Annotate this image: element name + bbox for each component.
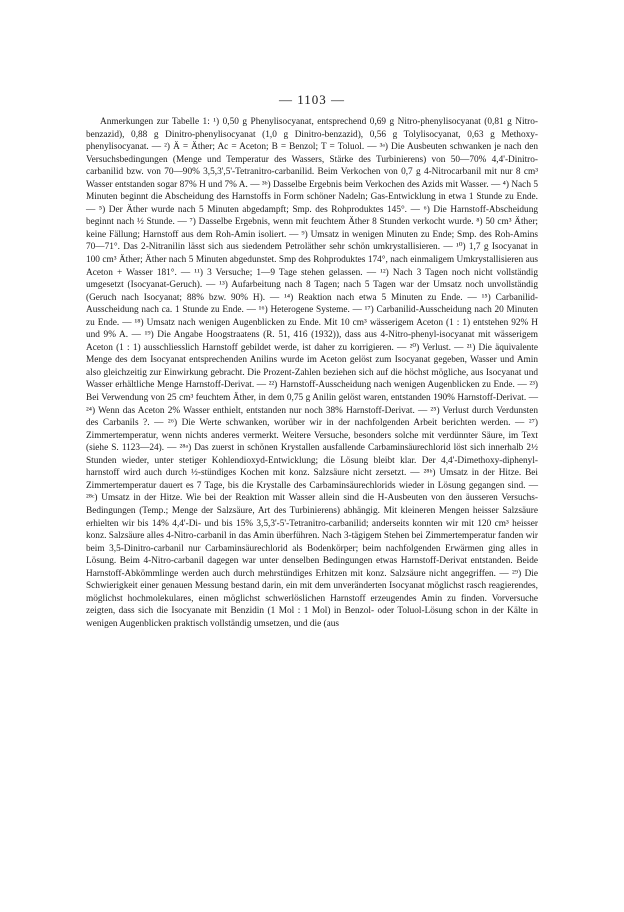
page-number: — 1103 — — [278, 92, 346, 107]
footnotes-paragraph — [86, 116, 538, 630]
table-footnotes — [86, 116, 538, 630]
footnotes-text: Anmerkungen zur Tabelle 1: ¹) 0,50 g Phenylisocyanat, entsprechend 0,69 g Nitro-phenylisocyanat (0,81 g Nitro-benzazid), 0,88 g Dinitro-phenylisocyanat (1,0 g Dinitro-benzazid), 0,56 g Tolylisocyanat, 0,63 g Methoxy-phenylisocyanat. — ²) Ä = Äther; Ac = Aceton; B = Benzol; T = Toluol. — ³ᵃ) Die Ausbeuten schwanken je nach den Versuchsbedingungen (Menge und Temperatur des Wassers, Stärke des Turbinierens) von 50—70% 4,4'-Dinitro-carbanilid bzw. von 70—90% 3,5,3',5'-Tetranitro-carbanilid. Beim Verkochen von 0,7 g 4-Nitrocarbanil mit nur 8 cm³ Wasser entstanden sogar 87% H und 7% A. — ³ᵇ) Dasselbe Ergebnis beim Verkochen des Azids mit Wasser. — ⁴) Nach 5 Minuten beginnt die Abscheidung des Harnstoffs in Form schöner Nadeln; Gas-Entwicklung in etwa 1 Stunde zu Ende. — ⁵) Der Äther wurde nach 5 Minuten abgedampft; Smp. des Rohproduktes 145°. — ⁶) Die Harnstoff-Abscheidung beginnt nach ½ Stunde. — ⁷) Dasselbe Ergebnis, wenn mit feuchtem Äther 8 Stunden verkocht wurde. ⁸) 50 cm³ Äther; keine Fällung; Harnstoff aus dem Roh-Amin isoliert. — ⁹) Umsatz in wenigen Minuten zu Ende; Smp. des Roh-Amins 70—71°. Das 2-Nitranilin lässt sich aus siedendem Petroläther sehr schön umkrystallisieren. — ¹⁰) 1,7 g Isocyanat in 100 cm³ Äther; Äther nach 5 Minuten abgedunstet. Smp des Rohproduktes 174°, nach einmaligem Umkrystallisieren aus Aceton + Wasser 181°. — ¹¹) 3 Versuche; 1—9 Tage stehen gelassen. — ¹²) Nach 3 Tagen noch nicht vollständig umgesetzt (Isocyanat-Geruch). — ¹³) Aufarbeitung nach 8 Tagen; nach 5 Tagen war der Umsatz noch unvollständig (Geruch nach Isocyanat; 88% bzw. 90% H). — ¹⁴) Reaktion nach etwa 5 Minuten zu Ende. — ¹⁵) Carbanilid-Ausscheidung nach ca. 1 Stunde zu Ende. — ¹⁶) Heterogene Systeme. — ¹⁷) Carbanilid-Ausscheidung nach 20 Minuten zu Ende. — ¹⁸) Umsatz nach wenigen Augenblicken zu Ende. Mit 10 cm³ wässerigem Aceton (1 : 1) entstehen 92% H und 9% A. — ¹⁹) Die Angabe Hoogstraatens (R. 51, 416 (1932)), dass aus 4-Nitro-phenyl-isocyanat mit wässerigem Aceton (1 : 1) ausschliesslich Harnstoff gebildet werde, ist daher zu korrigieren. — ²⁰) Verlust. — ²¹) Die äquivalente Menge des dem Isocyanat entsprechenden Anilins wurde im Aceton gelöst zum Isocyanat gegeben, Wasser und Amin also gleichzeitig zur Einwirkung gebracht. Die Prozent-Zahlen beziehen sich auf die höchst mögliche, aus Isocyanat und Wasser erhältliche Menge Harnstoff-Derivat. — ²²) Harnstoff-Ausscheidung nach wenigen Augenblicken zu Ende. — ²³) Bei Verwendung von 25 cm³ feuchtem Äther, in dem 0,75 g Anilin gelöst waren, entstanden 190% Harnstoff-Derivat. — ²⁴) Wenn das Aceton 2% Wasser enthielt, entstanden nur noch 38% Harnstoff-Derivat. — ²⁵) Verlust durch Verdunsten des Carbanils ?. — ²⁶) Die Werte schwanken, worüber wir in der nachfolgenden Arbeit berichten werden. — ²⁷) Zimmertemperatur, wenn nichts anderes vermerkt. Weitere Versuche, besonders solche mit verdünnter Säure, im Text (siehe S. 1123—24). — ²⁸ᵃ) Das zuerst in schönen Krystallen ausfallende Carbaminsäurechlorid löst sich innerhalb 2½ Stunden wieder, unter stetiger Kohlendioxyd-Entwicklung; die Lösung bleibt klar. Der 4,4'-Dimethoxy-diphenyl-harnstoff wird auch durch ½-stündiges Kochen mit konz. Salzsäure nicht zersetzt. — ²⁸ᵇ) Umsatz in der Hitze. Bei Zimmertemperatur dauert es 7 Tage, bis die Krystalle des Carbaminsäurechlorids wieder in Lösung gegangen sind. — ²⁸ᶜ) Umsatz in der Hitze. Wie bei der Reaktion mit Wasser allein sind die H-Ausbeuten von den äusseren Versuchs-Bedingungen (Temp.; Menge der Salzsäure, Art des Turbinierens) abhängig. Mit kleineren Mengen heisser Salzsäure erhielten wir bis 14% 4,4'-Di- und bis 15% 3,5,3'-5'-Tetranitro-carbanilid; anderseits konnten wir mit 120 cm³ heisser konz. Salzsäure alles 4-Nitro-carbanil in das Amin überführen. Nach 3-tägigem Stehen bei Zimmertemperatur fanden wir beim 3,5-Dinitro-carbanil nur Carbaminsäurechlorid als Bodenkörper; beim nachfolgenden Erwärmen ging alles in Lösung. Beim 4-Nitro-carbanil dagegen war unter denselben Bedingungen etwas Harnstoff-Derivat entstanden. Beide Harnstoff-Abkömmlinge werden auch durch mehrstündiges Erhitzen mit konz. Salzsäure nicht angegriffen. — ²⁹) Die Schwierigkeit einer genauen Messung bestand darin, ein mit dem unveränderten Isocyanat möglichst rasch reagierendes, möglichst hochmolekulares, einen möglichst schwerlöslichen Harnstoff erzeugendes Amin zu finden. Vorversuche zeigten, dass sich die Isocyanate mit Benzidin (1 Mol : 1 Mol) in Benzol- oder Toluol-Lösung schon in der Kälte in wenigen Augenblicken praktisch vollständig umsetzen, und die (aus — [86, 117, 538, 629]
